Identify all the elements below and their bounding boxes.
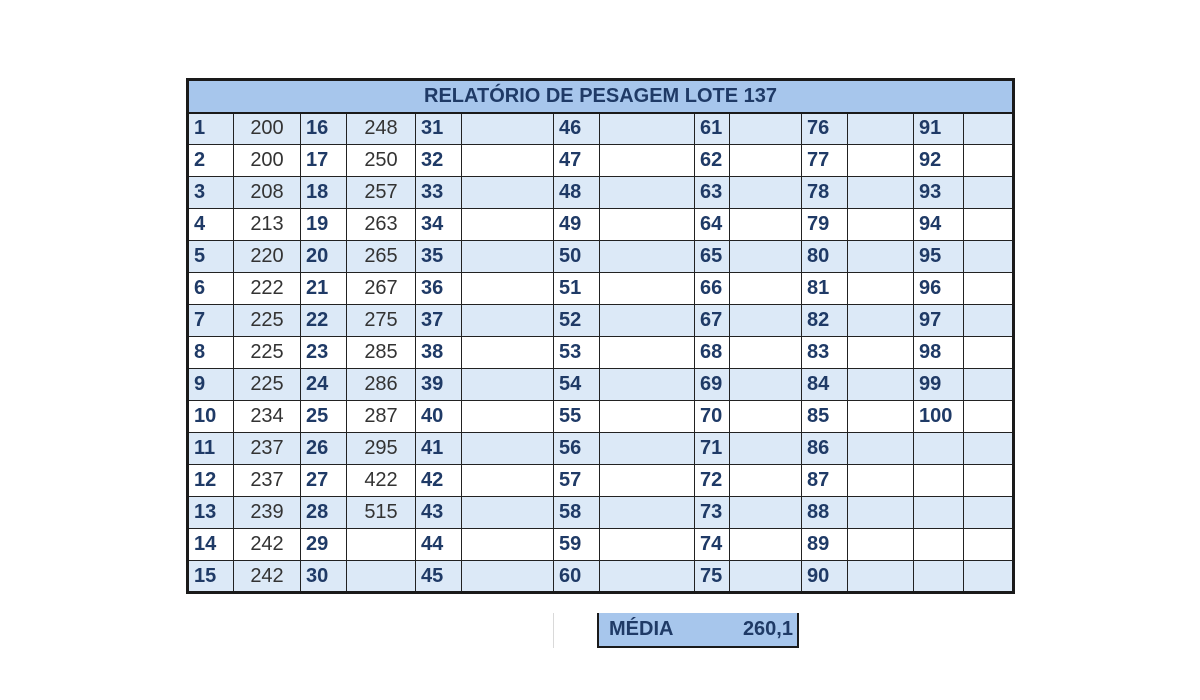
weight-cell[interactable] [848, 241, 914, 273]
animal-number-cell[interactable]: 46 [554, 113, 600, 145]
weight-cell[interactable]: 200 [234, 145, 301, 177]
table-row [188, 465, 1014, 497]
table-row [188, 241, 1014, 273]
animal-number-cell[interactable]: 81 [802, 273, 848, 305]
weight-cell[interactable] [600, 369, 695, 401]
table-row [188, 273, 1014, 305]
weight-cell[interactable] [730, 113, 802, 145]
animal-number-cell[interactable]: 80 [802, 241, 848, 273]
animal-number-cell[interactable]: 50 [554, 241, 600, 273]
weight-cell[interactable] [848, 369, 914, 401]
animal-number-cell[interactable]: 78 [802, 177, 848, 209]
table-row [188, 209, 1014, 241]
weight-cell[interactable] [964, 529, 1014, 561]
animal-number-cell[interactable]: 9 [188, 369, 234, 401]
table-row [188, 401, 1014, 433]
weight-cell[interactable]: 225 [234, 369, 301, 401]
animal-number-cell[interactable]: 51 [554, 273, 600, 305]
weight-cell[interactable] [964, 305, 1014, 337]
animal-number-cell[interactable]: 45 [416, 561, 462, 593]
animal-number-cell[interactable] [914, 497, 964, 529]
animal-number-cell[interactable]: 40 [416, 401, 462, 433]
animal-number-cell[interactable] [914, 529, 964, 561]
weight-cell[interactable] [600, 465, 695, 497]
weight-cell[interactable] [848, 337, 914, 369]
weight-cell[interactable] [964, 465, 1014, 497]
animal-number-cell[interactable]: 84 [802, 369, 848, 401]
weight-cell[interactable] [730, 369, 802, 401]
animal-number-cell[interactable]: 60 [554, 561, 600, 593]
animal-number-cell[interactable]: 69 [695, 369, 730, 401]
animal-number-cell[interactable]: 29 [301, 529, 347, 561]
animal-number-cell[interactable]: 4 [188, 209, 234, 241]
animal-number-cell[interactable]: 13 [188, 497, 234, 529]
animal-number-cell[interactable]: 98 [914, 337, 964, 369]
animal-number-cell[interactable]: 42 [416, 465, 462, 497]
weight-cell[interactable] [462, 529, 554, 561]
animal-number-cell[interactable]: 88 [802, 497, 848, 529]
weight-cell[interactable] [848, 113, 914, 145]
weighing-report [186, 78, 1012, 594]
animal-number-cell[interactable]: 32 [416, 145, 462, 177]
table-row [188, 433, 1014, 465]
animal-number-cell[interactable]: 22 [301, 305, 347, 337]
weight-cell[interactable] [964, 241, 1014, 273]
weight-cell[interactable] [462, 561, 554, 593]
table-row [188, 561, 1014, 593]
table-row [188, 145, 1014, 177]
animal-number-cell[interactable]: 65 [695, 241, 730, 273]
animal-number-cell[interactable]: 99 [914, 369, 964, 401]
weight-cell[interactable] [848, 177, 914, 209]
animal-number-cell[interactable]: 61 [695, 113, 730, 145]
animal-number-cell[interactable]: 25 [301, 401, 347, 433]
weight-cell[interactable] [462, 209, 554, 241]
animal-number-cell[interactable]: 41 [416, 433, 462, 465]
animal-number-cell[interactable]: 33 [416, 177, 462, 209]
animal-number-cell[interactable]: 52 [554, 305, 600, 337]
weight-cell[interactable] [964, 561, 1014, 593]
weight-cell[interactable] [347, 529, 416, 561]
animal-number-cell[interactable]: 20 [301, 241, 347, 273]
animal-number-cell[interactable]: 66 [695, 273, 730, 305]
weight-cell[interactable] [600, 273, 695, 305]
report-title: RELATÓRIO DE PESAGEM LOTE 137 [188, 80, 1014, 113]
average-label: MÉDIA [609, 618, 674, 640]
weight-cell[interactable] [462, 465, 554, 497]
weight-cell[interactable] [848, 145, 914, 177]
weight-cell[interactable] [730, 241, 802, 273]
weight-cell[interactable] [347, 561, 416, 593]
weight-cell[interactable] [462, 401, 554, 433]
weight-cell[interactable] [964, 209, 1014, 241]
animal-number-cell[interactable]: 72 [695, 465, 730, 497]
animal-number-cell[interactable]: 100 [914, 401, 964, 433]
animal-number-cell[interactable]: 90 [802, 561, 848, 593]
weight-cell[interactable]: 225 [234, 305, 301, 337]
weight-cell[interactable] [600, 177, 695, 209]
animal-number-cell[interactable]: 34 [416, 209, 462, 241]
animal-number-cell[interactable]: 28 [301, 497, 347, 529]
weight-cell[interactable] [462, 177, 554, 209]
weight-cell[interactable]: 222 [234, 273, 301, 305]
animal-number-cell[interactable]: 79 [802, 209, 848, 241]
animal-number-cell[interactable]: 39 [416, 369, 462, 401]
weight-cell[interactable] [964, 337, 1014, 369]
table-row [188, 497, 1014, 529]
weight-cell[interactable] [730, 433, 802, 465]
animal-number-cell[interactable]: 3 [188, 177, 234, 209]
animal-number-cell[interactable]: 43 [416, 497, 462, 529]
animal-number-cell[interactable]: 92 [914, 145, 964, 177]
weight-cell[interactable] [730, 305, 802, 337]
weight-cell[interactable] [848, 305, 914, 337]
weight-cell[interactable] [848, 209, 914, 241]
table-row [188, 305, 1014, 337]
weight-cell[interactable] [730, 561, 802, 593]
weight-cell[interactable] [462, 113, 554, 145]
weight-cell[interactable] [730, 337, 802, 369]
weight-cell[interactable]: 239 [234, 497, 301, 529]
animal-number-cell[interactable]: 70 [695, 401, 730, 433]
weight-cell[interactable] [848, 433, 914, 465]
animal-number-cell[interactable]: 21 [301, 273, 347, 305]
animal-number-cell[interactable]: 10 [188, 401, 234, 433]
animal-number-cell[interactable]: 49 [554, 209, 600, 241]
weight-cell[interactable] [600, 433, 695, 465]
animal-number-cell[interactable]: 95 [914, 241, 964, 273]
weight-cell[interactable] [462, 497, 554, 529]
weight-cell[interactable] [964, 177, 1014, 209]
animal-number-cell[interactable]: 75 [695, 561, 730, 593]
table-row [188, 369, 1014, 401]
weight-cell[interactable] [964, 497, 1014, 529]
animal-number-cell[interactable]: 27 [301, 465, 347, 497]
weight-cell[interactable] [964, 113, 1014, 145]
weight-cell[interactable]: 275 [347, 305, 416, 337]
weight-cell[interactable] [462, 305, 554, 337]
animal-number-cell[interactable]: 24 [301, 369, 347, 401]
animal-number-cell[interactable]: 17 [301, 145, 347, 177]
weight-cell[interactable]: 422 [347, 465, 416, 497]
weight-cell[interactable] [462, 369, 554, 401]
animal-number-cell[interactable]: 97 [914, 305, 964, 337]
animal-number-cell[interactable]: 8 [188, 337, 234, 369]
weight-cell[interactable]: 265 [347, 241, 416, 273]
animal-number-cell[interactable]: 57 [554, 465, 600, 497]
weight-cell[interactable]: 213 [234, 209, 301, 241]
animal-number-cell[interactable]: 12 [188, 465, 234, 497]
weight-cell[interactable]: 237 [234, 433, 301, 465]
weight-cell[interactable] [600, 529, 695, 561]
weight-cell[interactable] [600, 145, 695, 177]
weight-cell[interactable]: 234 [234, 401, 301, 433]
animal-number-cell[interactable]: 94 [914, 209, 964, 241]
weight-cell[interactable] [462, 241, 554, 273]
animal-number-cell[interactable]: 19 [301, 209, 347, 241]
animal-number-cell[interactable]: 85 [802, 401, 848, 433]
animal-number-cell[interactable] [914, 465, 964, 497]
weight-cell[interactable]: 225 [234, 337, 301, 369]
animal-number-cell[interactable]: 16 [301, 113, 347, 145]
weight-cell[interactable] [462, 337, 554, 369]
weighing-table [186, 78, 1015, 594]
weight-cell[interactable] [600, 305, 695, 337]
weight-cell[interactable]: 208 [234, 177, 301, 209]
animal-number-cell[interactable]: 55 [554, 401, 600, 433]
animal-number-cell[interactable]: 96 [914, 273, 964, 305]
weight-cell[interactable]: 286 [347, 369, 416, 401]
weight-cell[interactable]: 285 [347, 337, 416, 369]
weight-cell[interactable] [730, 145, 802, 177]
weight-cell[interactable] [848, 561, 914, 593]
weight-cell[interactable]: 250 [347, 145, 416, 177]
animal-number-cell[interactable]: 86 [802, 433, 848, 465]
animal-number-cell[interactable]: 31 [416, 113, 462, 145]
animal-number-cell[interactable]: 5 [188, 241, 234, 273]
animal-number-cell[interactable] [914, 561, 964, 593]
animal-number-cell[interactable]: 1 [188, 113, 234, 145]
animal-number-cell[interactable]: 53 [554, 337, 600, 369]
animal-number-cell[interactable]: 87 [802, 465, 848, 497]
animal-number-cell[interactable]: 35 [416, 241, 462, 273]
animal-number-cell[interactable]: 62 [695, 145, 730, 177]
weight-cell[interactable]: 287 [347, 401, 416, 433]
weight-cell[interactable] [848, 465, 914, 497]
animal-number-cell[interactable]: 38 [416, 337, 462, 369]
weight-cell[interactable] [730, 497, 802, 529]
weight-cell[interactable]: 200 [234, 113, 301, 145]
weight-cell[interactable] [848, 273, 914, 305]
animal-number-cell[interactable]: 82 [802, 305, 848, 337]
weight-cell[interactable]: 220 [234, 241, 301, 273]
animal-number-cell[interactable]: 18 [301, 177, 347, 209]
animal-number-cell[interactable]: 26 [301, 433, 347, 465]
animal-number-cell[interactable]: 58 [554, 497, 600, 529]
weight-cell[interactable] [964, 273, 1014, 305]
animal-number-cell[interactable]: 30 [301, 561, 347, 593]
animal-number-cell[interactable]: 91 [914, 113, 964, 145]
weight-cell[interactable] [848, 401, 914, 433]
animal-number-cell[interactable] [914, 433, 964, 465]
weight-cell[interactable]: 295 [347, 433, 416, 465]
weight-cell[interactable] [730, 529, 802, 561]
weight-cell[interactable]: 242 [234, 529, 301, 561]
weight-cell[interactable] [462, 273, 554, 305]
weight-cell[interactable] [462, 145, 554, 177]
weight-cell[interactable] [730, 177, 802, 209]
animal-number-cell[interactable]: 54 [554, 369, 600, 401]
weight-cell[interactable]: 267 [347, 273, 416, 305]
animal-number-cell[interactable]: 59 [554, 529, 600, 561]
animal-number-cell[interactable]: 93 [914, 177, 964, 209]
table-row [188, 113, 1014, 145]
weight-cell[interactable] [600, 241, 695, 273]
weight-cell[interactable] [730, 209, 802, 241]
weight-cell[interactable] [964, 401, 1014, 433]
animal-number-cell[interactable]: 47 [554, 145, 600, 177]
weight-cell[interactable]: 257 [347, 177, 416, 209]
weight-cell[interactable]: 237 [234, 465, 301, 497]
weight-cell[interactable] [964, 369, 1014, 401]
weight-cell[interactable] [730, 465, 802, 497]
average-box [597, 613, 799, 648]
weight-cell[interactable] [964, 433, 1014, 465]
weight-cell[interactable] [964, 145, 1014, 177]
animal-number-cell[interactable]: 64 [695, 209, 730, 241]
animal-number-cell[interactable]: 67 [695, 305, 730, 337]
animal-number-cell[interactable]: 48 [554, 177, 600, 209]
animal-number-cell[interactable]: 74 [695, 529, 730, 561]
animal-number-cell[interactable]: 36 [416, 273, 462, 305]
average-value: 260,1 [742, 618, 793, 640]
animal-number-cell[interactable]: 14 [188, 529, 234, 561]
weight-cell[interactable] [462, 433, 554, 465]
animal-number-cell[interactable]: 11 [188, 433, 234, 465]
animal-number-cell[interactable]: 83 [802, 337, 848, 369]
weight-cell[interactable]: 515 [347, 497, 416, 529]
weight-cell[interactable] [848, 497, 914, 529]
animal-number-cell[interactable]: 68 [695, 337, 730, 369]
animal-number-cell[interactable]: 73 [695, 497, 730, 529]
animal-number-cell[interactable]: 44 [416, 529, 462, 561]
animal-number-cell[interactable]: 56 [554, 433, 600, 465]
table-row [188, 177, 1014, 209]
animal-number-cell[interactable]: 6 [188, 273, 234, 305]
animal-number-cell[interactable]: 37 [416, 305, 462, 337]
weight-cell[interactable]: 263 [347, 209, 416, 241]
weight-cell[interactable] [600, 337, 695, 369]
weight-cell[interactable] [600, 209, 695, 241]
weight-cell[interactable] [600, 561, 695, 593]
weight-cell[interactable] [600, 497, 695, 529]
animal-number-cell[interactable]: 2 [188, 145, 234, 177]
weight-cell[interactable] [600, 401, 695, 433]
weight-cell[interactable] [730, 273, 802, 305]
weight-cell[interactable] [730, 401, 802, 433]
animal-number-cell[interactable]: 71 [695, 433, 730, 465]
animal-number-cell[interactable]: 23 [301, 337, 347, 369]
weight-cell[interactable] [848, 529, 914, 561]
weight-cell[interactable]: 242 [234, 561, 301, 593]
animal-number-cell[interactable]: 63 [695, 177, 730, 209]
weight-cell[interactable]: 248 [347, 113, 416, 145]
animal-number-cell[interactable]: 77 [802, 145, 848, 177]
animal-number-cell[interactable]: 89 [802, 529, 848, 561]
grid-line [553, 613, 554, 648]
table-row [188, 529, 1014, 561]
animal-number-cell[interactable]: 7 [188, 305, 234, 337]
animal-number-cell[interactable]: 15 [188, 561, 234, 593]
table-row [188, 337, 1014, 369]
animal-number-cell[interactable]: 76 [802, 113, 848, 145]
weight-cell[interactable] [600, 113, 695, 145]
